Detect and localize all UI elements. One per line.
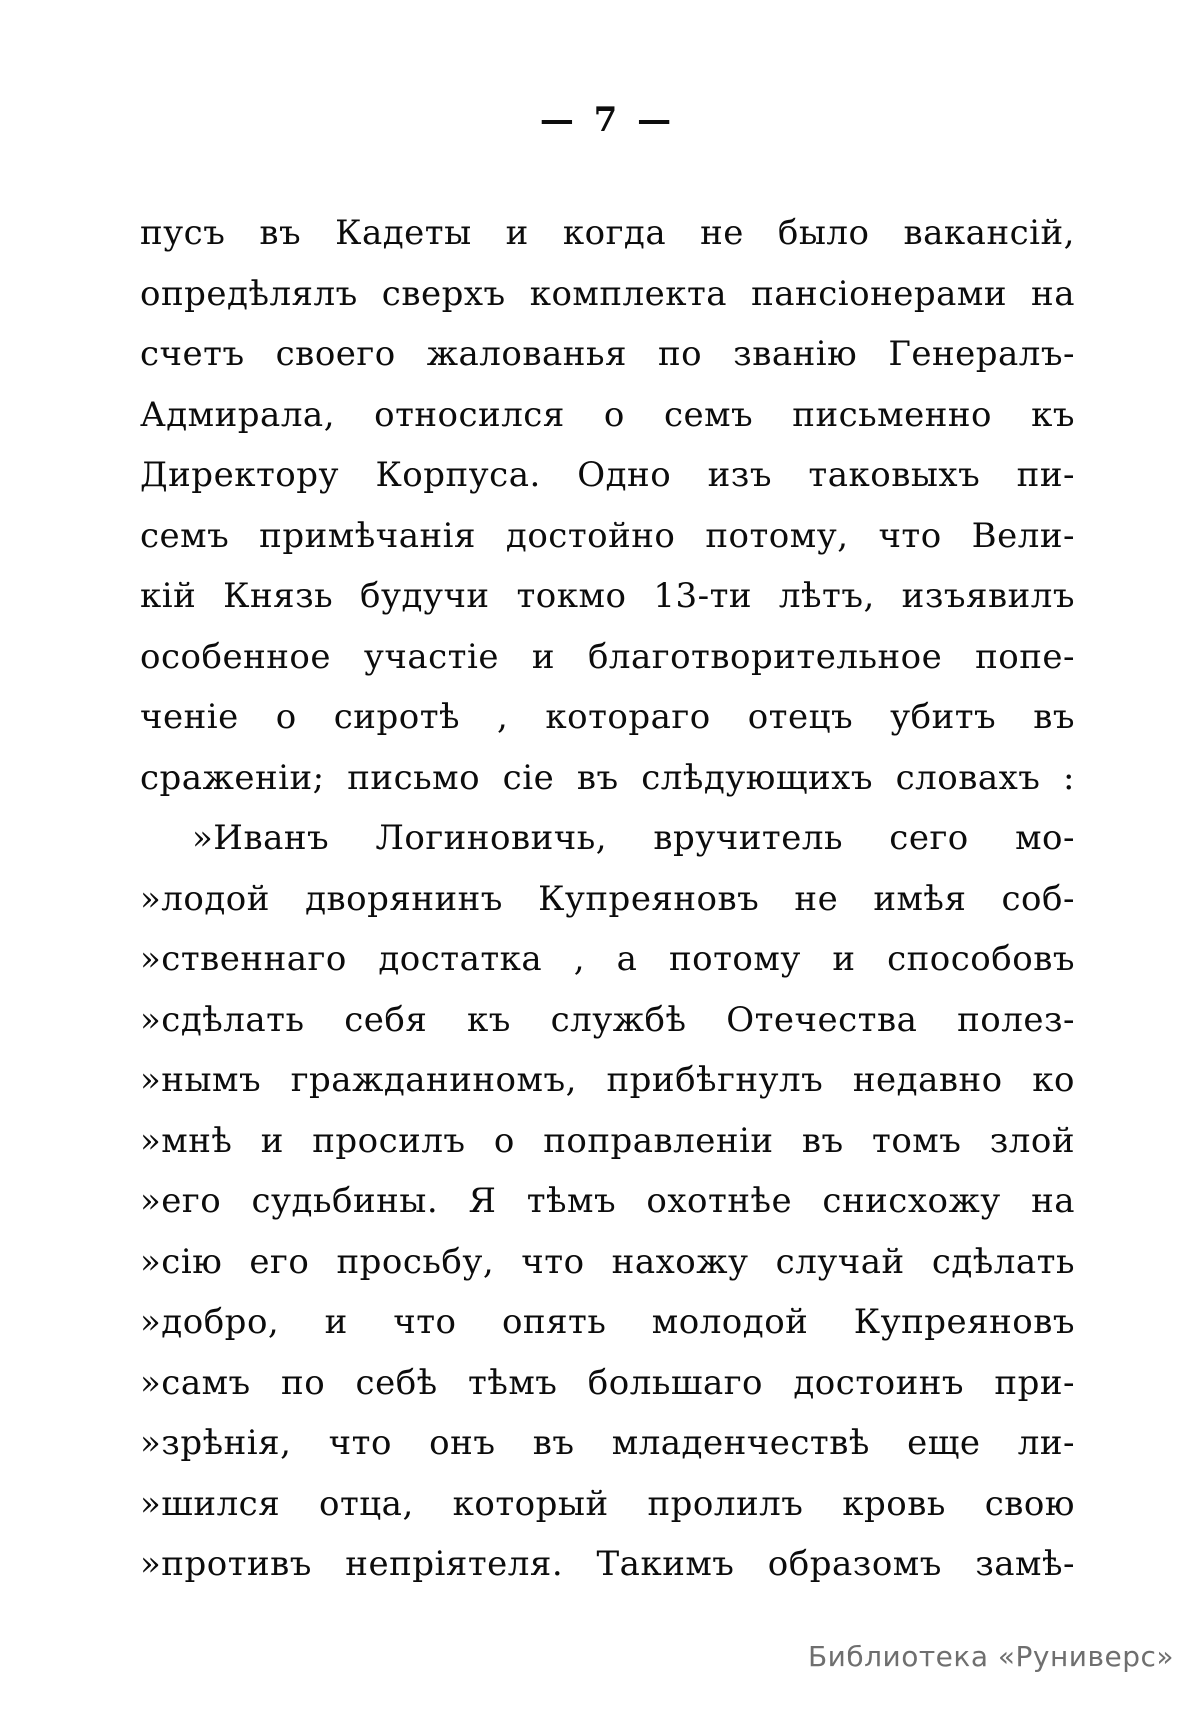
text-line: »его судьбины. Я тѣмъ охотнѣе снисхожу на xyxy=(140,1181,1075,1221)
text-line-quote-start: »Иванъ Логиновичь, вручитель сего мо- xyxy=(192,818,1075,858)
text-line: особенное участіе и благотворительное попе- xyxy=(140,636,1075,677)
text-line: »лодой дворянинъ Купреяновъ не имѣя соб- xyxy=(140,878,1075,919)
page-text-block xyxy=(140,203,1075,1595)
text-line: Адмирала, относился о семъ письменно къ xyxy=(140,394,1075,435)
text-line: »шился отца, который пролилъ кровь свою xyxy=(140,1483,1075,1524)
text-line: кій Князь будучи токмо 13-ти лѣтъ, изъявилъ xyxy=(140,576,1075,616)
text-line: »ственнаго достатка , а потому и способовъ xyxy=(140,939,1075,979)
text-line: »зрѣнія, что онъ въ младенчествѣ еще ли- xyxy=(140,1423,1075,1463)
text-line: Директору Корпуса. Одно изъ таковыхъ пи- xyxy=(140,455,1075,495)
text-line: счетъ своего жалованья по званію Генералъ- xyxy=(140,334,1075,374)
page-number: — 7 — xyxy=(539,100,676,140)
text-line: »самъ по себѣ тѣмъ большаго достоинъ при- xyxy=(140,1362,1075,1403)
text-line: »сію его просьбу, что нахожу случай сдѣлать xyxy=(140,1241,1075,1282)
text-line: сраженіи; письмо сіе въ слѣдующихъ словахъ : xyxy=(140,757,1075,798)
text-line: семъ примѣчанія достойно потому, что Вели- xyxy=(140,515,1075,556)
text-line: ченіе о сиротѣ , котораго отецъ убитъ въ xyxy=(140,697,1075,737)
text-line: опредѣлялъ сверхъ комплекта пансіонерами на xyxy=(140,273,1075,314)
text-line: пусъ въ Кадеты и когда не было вакансій, xyxy=(140,213,1075,253)
text-line: »сдѣлать себя къ службѣ Отечества полез- xyxy=(140,999,1075,1040)
text-line: »противъ непріятеля. Такимъ образомъ замѣ- xyxy=(140,1544,1075,1584)
text-line: »нымъ гражданиномъ, прибѣгнулъ недавно ко xyxy=(140,1060,1075,1100)
text-line: »мнѣ и просилъ о поправленіи въ томъ злой xyxy=(140,1120,1075,1161)
watermark: Библиотека «Руниверс» xyxy=(807,1640,1174,1673)
text-line: »добро, и что опять молодой Купреяновъ xyxy=(140,1302,1075,1342)
